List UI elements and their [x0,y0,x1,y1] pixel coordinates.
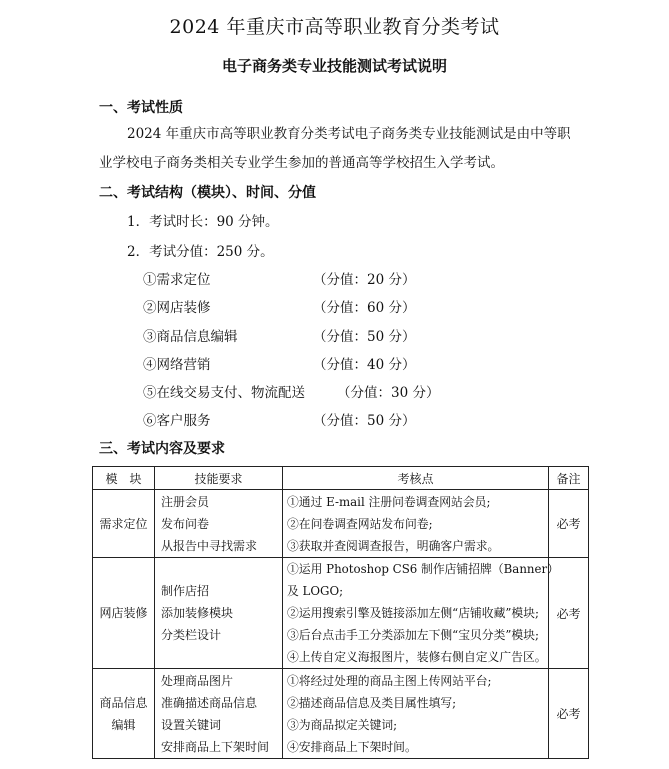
module-cell [93,490,155,558]
header-skills: 技能要求 [155,467,283,490]
assessment-point: ②描述商品信息及类目属性填写; [287,695,457,710]
header-module: 模 块 [93,467,155,490]
module-label: 编辑 [111,717,136,732]
note-cell: 必考 [549,669,589,759]
assessment-point: ①通过 E-mail 注册问卷调查网站会员; [287,494,491,509]
skill-item: 发布问卷 [161,516,210,531]
skill-item: 准确描述商品信息 [161,695,258,710]
header-note: 备注 [549,467,589,490]
module-name: ②网店装修 [143,300,211,316]
section-2-heading: 二、考试结构（模块）、时间、分值 [99,185,316,201]
module-cell [93,669,155,759]
assessment-point: ②运用搜索引擎及链接添加左侧“店铺收藏”模块; [287,606,539,620]
skill-item: 处理商品图片 [161,673,234,688]
skill-item: 分类栏设计 [161,628,222,642]
module-name: ⑤在线交易支付、物流配送 [143,385,305,401]
section-1-paragraph-line-1: 2024 年重庆市高等职业教育分类考试电子商务类专业技能测试是由中等职 [127,126,571,142]
table-row [93,558,589,669]
skill-item: 安排商品上下架时间 [161,739,270,754]
header-assessment-points: 考核点 [283,467,549,490]
exam-duration: 1．考试时长：90 分钟。 [127,214,279,230]
skill-item: 从报告中寻找需求 [161,538,258,553]
document-subtitle: 电子商务类专业技能测试考试说明 [221,57,447,75]
module-score: （分值：40 分） [313,357,416,373]
module-score: （分值：20 分） [313,272,416,288]
exam-total-score: 2．考试分值：250 分。 [127,244,274,260]
module-name: ④网络营销 [143,357,211,373]
document-title: 2024 年重庆市高等职业教育分类考试 [169,16,500,38]
note-cell: 必考 [549,490,589,558]
module-score: （分值：30 分） [337,385,440,401]
section-1-paragraph-line-2: 业学校电子商务类相关专业学生参加的普通高等学校招生入学考试。 [99,155,504,171]
module-score: （分值：50 分） [313,329,416,345]
points-cell [283,490,549,558]
skills-cell [155,490,283,558]
skill-item: 设置关键词 [161,717,222,732]
module-name: ③商品信息编辑 [143,329,238,345]
module-cell [93,558,155,669]
module-label: 商品信息 [99,695,148,710]
table-header-row [93,467,589,490]
section-3-heading: 三、考试内容及要求 [99,441,225,457]
skill-item: 添加装修模块 [161,606,234,620]
assessment-point: ④安排商品上下架时间。 [287,739,417,754]
points-cell [283,669,549,759]
assessment-point: ③为商品拟定关键词; [287,717,398,732]
assessment-point: ③后台点击手工分类添加左下侧“宝贝分类”模块; [287,628,539,642]
module-score: （分值：50 分） [313,413,416,429]
skills-cell [155,669,283,759]
exam-content-table [92,466,589,759]
module-name: ①需求定位 [143,272,211,288]
module-name: ⑥客户服务 [143,413,211,429]
module-label: 网店装修 [99,606,148,620]
points-cell [283,558,559,669]
skill-item: 注册会员 [161,494,210,509]
module-score: （分值：60 分） [313,300,416,316]
assessment-point: ①将经过处理的商品主图上传网站平台; [287,673,492,688]
skills-cell [155,558,283,669]
module-label: 需求定位 [99,516,148,531]
assessment-point: ④上传自定义海报图片，装修右侧自定义广告区。 [287,650,547,664]
skill-item: 制作店招 [161,584,210,598]
section-1-heading: 一、考试性质 [99,100,183,116]
assessment-point: ①运用 Photoshop CS6 制作店铺招牌（Banner） [287,562,559,576]
assessment-point: ②在问卷调查网站发布问卷; [287,516,433,531]
table-row [93,669,589,759]
assessment-point: 及 LOGO; [287,584,344,598]
note-cell: 必考 [549,558,589,669]
table-row [93,490,589,558]
assessment-point: ③获取并查阅调查报告，明确客户需求。 [287,538,500,553]
